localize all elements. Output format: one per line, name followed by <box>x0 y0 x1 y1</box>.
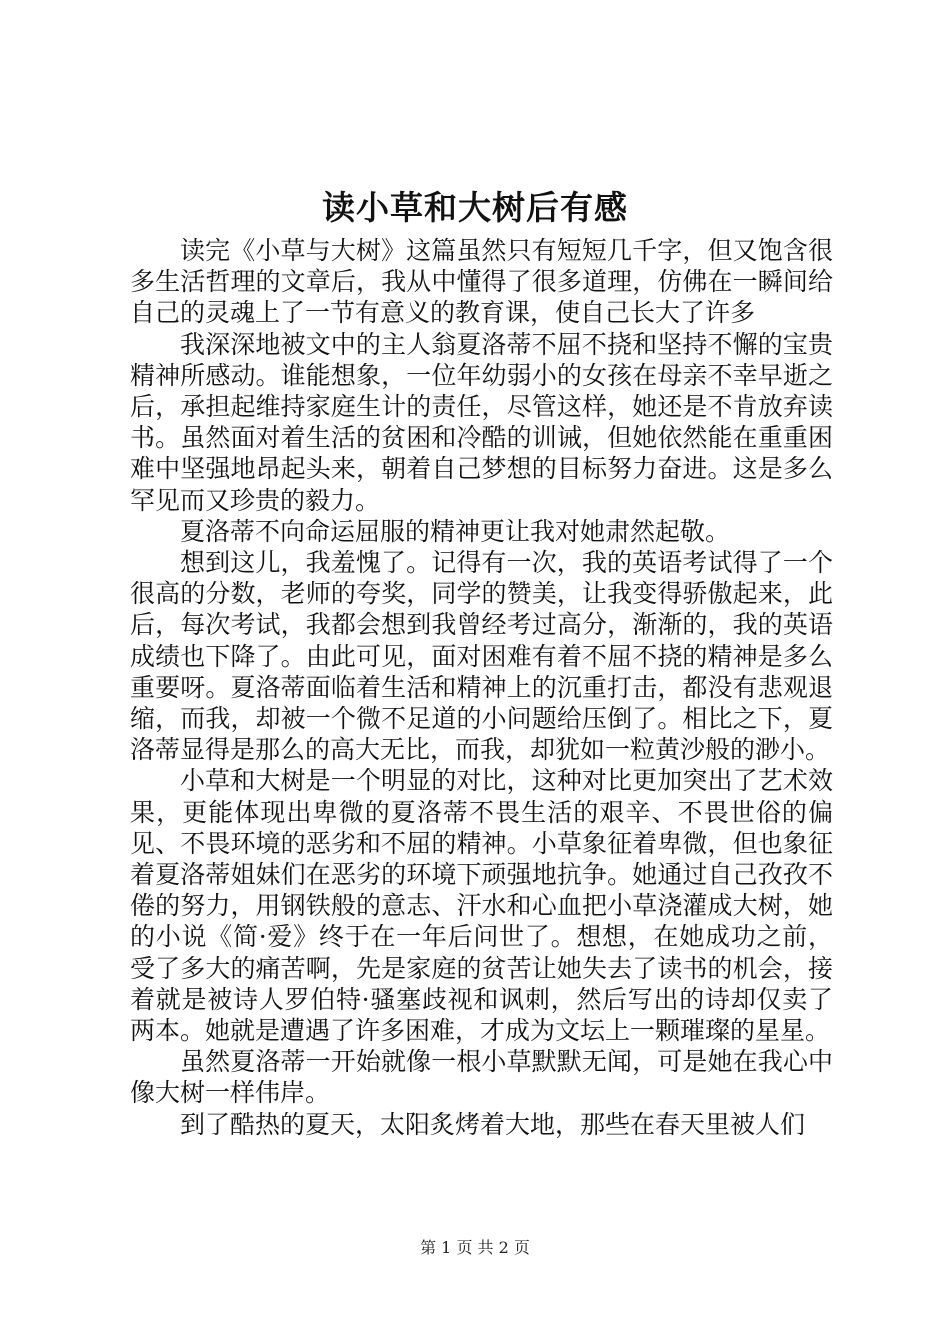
paragraph: 想到这儿，我羞愧了。记得有一次，我的英语考试得了一个很高的分数，老师的夸奖，同学的赞美，让我变得骄傲起来，此后，每次考试，我都会想到我曾经考过高分，渐渐的，我的英语成绩也下降了。由此可见，面对困难有着不屈不挠的精神是多么重要呀。夏洛蒂面临着生活和精神上的沉重打击，都没有悲观退缩，而我，却被一个微不足道的小问题给压倒了。相比之下，夏洛蒂显得是那么的高大无比，而我，却犹如一粒黄沙般的渺小。 <box>130 548 833 765</box>
paragraph: 夏洛蒂不向命运屈服的精神更让我对她肃然起敬。 <box>180 516 731 546</box>
paragraph: 到了酷热的夏天，太阳炙烤着大地，那些在春天里被人们 <box>180 1109 806 1139</box>
paragraph: 小草和大树是一个明显的对比，这种对比更加突出了艺术效果，更能体现出卑微的夏洛蒂不畏生活的艰辛、不畏世俗的偏见、不畏环境的恶劣和不屈的精神。小草象征着卑微，但也象征着夏洛蒂姐妹们在恶劣的环境下顽强地抗争。她通过自己孜孜不倦的努力，用钢铁般的意志、汗水和心血把小草浇灌成大树，她的小说《简·爱》终于在一年后问世了。想想，在她成功之前，受了多大的痛苦啊，先是家庭的贫苦让她失去了读书的机会，接着就是被诗人罗伯特·骚塞歧视和讽刺，然后写出的诗却仅卖了两本。她就是遭遇了许多困难，才成为文坛上一颗璀璨的星星。 <box>130 766 833 1046</box>
page-footer: 第 1 页 共 2 页 <box>420 1238 530 1257</box>
document-body <box>130 235 833 1140</box>
document-title: 读小草和大树后有感 <box>322 188 628 227</box>
paragraph: 我深深地被文中的主人翁夏洛蒂不屈不挠和坚持不懈的宝贵精神所感动。谁能想象，一位年幼弱小的女孩在母亲不幸早逝之后，承担起维持家庭生计的责任，尽管这样，她还是不肯放弃读书。虽然面对着生活的贫困和冷酷的训诫，但她依然能在重重困难中坚强地昂起头来，朝着自己梦想的目标努力奋进。这是多么罕见而又珍贵的毅力。 <box>130 329 833 515</box>
paragraph: 读完《小草与大树》这篇虽然只有短短几千字，但又饱含很多生活哲理的文章后，我从中懂得了很多道理，仿佛在一瞬间给自己的灵魂上了一节有意义的教育课，使自己长大了许多 <box>130 236 833 328</box>
paragraph: 虽然夏洛蒂一开始就像一根小草默默无闻，可是她在我心中像大树一样伟岸。 <box>130 1047 833 1108</box>
